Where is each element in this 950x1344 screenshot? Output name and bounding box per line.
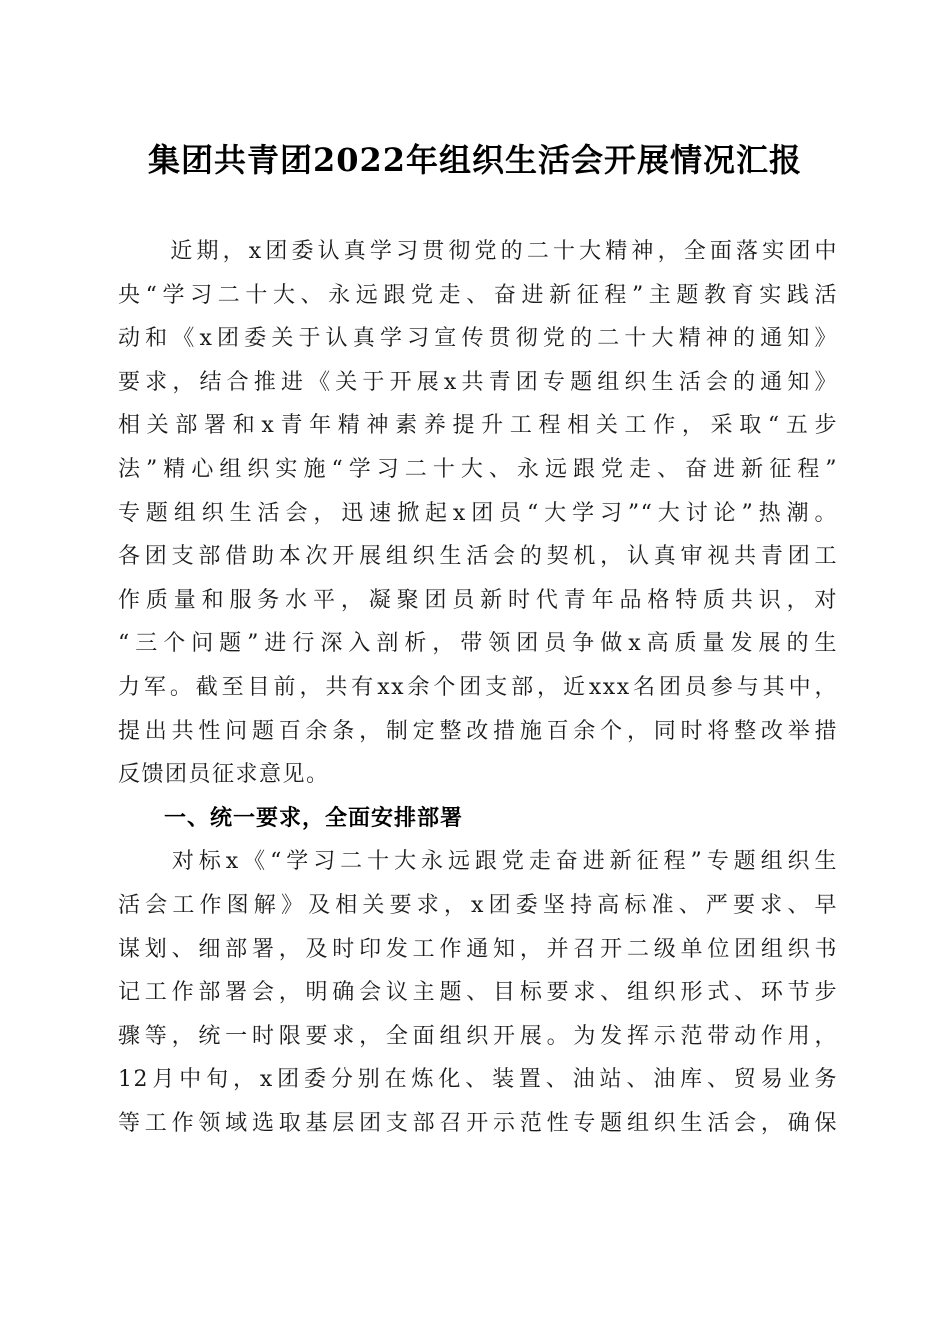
paragraph-1-line-13: 反馈团员征求意见。: [118, 762, 330, 788]
document-body: [118, 230, 838, 1145]
paragraph-1-line-12: 提出共性问题百余条，制定整改措施百余个，同时将整改举措: [118, 718, 838, 744]
paragraph-2-line-7: 等工作领域选取基层团支部召开示范性专题组织生活会，确保: [118, 1110, 838, 1136]
paragraph-1-line-6: 法”精心组织实施“学习二十大、永远跟党走、奋进新征程”: [118, 456, 838, 482]
paragraph-2-line-5: 骤等，统一时限要求，全面组织开展。为发挥示范带动作用，: [118, 1023, 838, 1049]
paragraph-1-line-2: 央“学习二十大、永远跟党走、奋进新征程”主题教育实践活: [118, 282, 838, 308]
paragraph-2-line-4: 记工作部署会，明确会议主题、目标要求、组织形式、环节步: [118, 980, 838, 1006]
paragraph-2-line-1: 对标x《“学习二十大永远跟党走奋进新征程”专题组织生: [118, 849, 838, 875]
document-title: 集团共青团2022年组织生活会开展情况汇报: [147, 141, 803, 179]
paragraph-2-line-3: 谋划、细部署，及时印发工作通知，并召开二级单位团组织书: [118, 936, 838, 962]
paragraph-1-line-9: 作质量和服务水平，凝聚团员新时代青年品格特质共识，对: [118, 587, 838, 613]
paragraph-1-line-3: 动和《x团委关于认真学习宣传贯彻党的二十大精神的通知》: [118, 326, 838, 352]
paragraph-1-line-4: 要求，结合推进《关于开展x共青团专题组织生活会的通知》: [118, 369, 838, 395]
paragraph-1-line-5: 相关部署和x青年精神素养提升工程相关工作，采取“五步: [118, 413, 838, 439]
paragraph-1-line-1: 近期，x团委认真学习贯彻党的二十大精神，全面落实团中: [118, 239, 838, 264]
paragraph-1-line-7: 专题组织生活会，迅速掀起x团员“大学习”“大讨论”热潮。: [118, 500, 838, 526]
paragraph-1-line-10: “三个问题”进行深入剖析，带领团员争做x高质量发展的生: [118, 631, 838, 657]
paragraph-1-line-8: 各团支部借助本次开展组织生活会的契机，认真审视共青团工: [118, 544, 838, 570]
section-1-heading: 一、统一要求，全面安排部署: [118, 805, 464, 831]
paragraph-1-line-11: 力军。截至目前，共有xx余个团支部，近xxx名团员参与其中，: [118, 674, 838, 700]
paragraph-2-line-2: 活会工作图解》及相关要求，x团委坚持高标准、严要求、早: [118, 892, 838, 918]
paragraph-2-line-6: 12月中旬，x团委分别在炼化、装置、油站、油库、贸易业务: [118, 1067, 838, 1093]
